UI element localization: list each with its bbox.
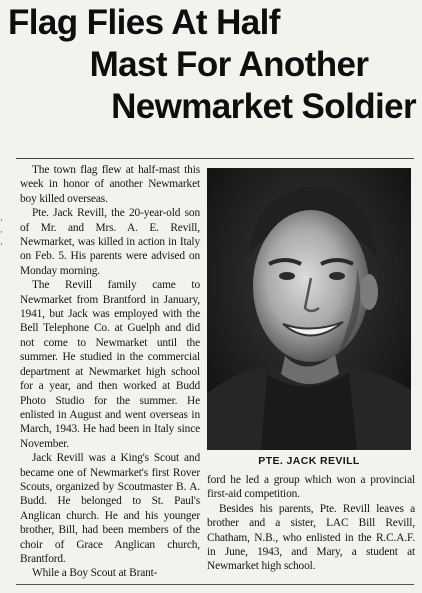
article-paragraph: The Revill family came to Newmarket from Brantford in January, 1941, but Jack was employed with the Bell Telephone Co. at Guelph and did not come to Newmarket until the summer. He studied in the commercial department at Newmarket high school for a year, and then worked at Budd Photo Studio for the summer. He enlisted in August and went overseas in March, 1943. He had been in Italy since November. [20,279,200,450]
headline-line-3: Newmarket Soldier [111,87,416,126]
article-paragraph: Besides his parents, Pte. Revill leaves a brother and a sister, LAC Bill Revill, Chatham, N.B., who enlisted in the R.C.A.F. in June, 1943, and Mary, a student at Newmarket high school. [207,502,415,573]
headline-line-2: Mast For Another [89,45,369,84]
portrait-image [207,168,411,450]
headline [8,2,416,128]
soldier-portrait-photo [207,168,411,450]
article-paragraph: Jack Revill was a King's Scout and became one of Newmarket's first Rover Scouts, organized by Scoutmaster B. A. Budd. He belonged to St. Paul's Anglican church. He and his younger brother, Bill, had been members of the choir of Grace Anglican church, Brantford. [20,452,200,565]
top-rule [16,158,414,159]
article-continuation: ford he led a group which won a provincial first-aid competition. [207,474,415,501]
article-paragraph: Pte. Jack Revill, the 20-year-old son of Mr. and Mrs. A. E. Revill, Newmarket, was killed in action in Italy on Feb. 5. His parents were advised on Monday morning. [20,207,200,277]
article-paragraph: The town flag flew at half-mast this week in honor of another Newmarket boy killed overseas. [20,164,200,205]
article-paragraph: While a Boy Scout at Brant- [32,567,158,580]
gutter-marks: · · · [0,216,3,250]
bottom-rule [16,584,414,585]
article-column-right [207,473,415,574]
photo-caption: PTE. JACK REVILL [258,455,360,467]
headline-line-1: Flag Flies At Half [8,3,280,42]
article-column-left [20,163,200,581]
